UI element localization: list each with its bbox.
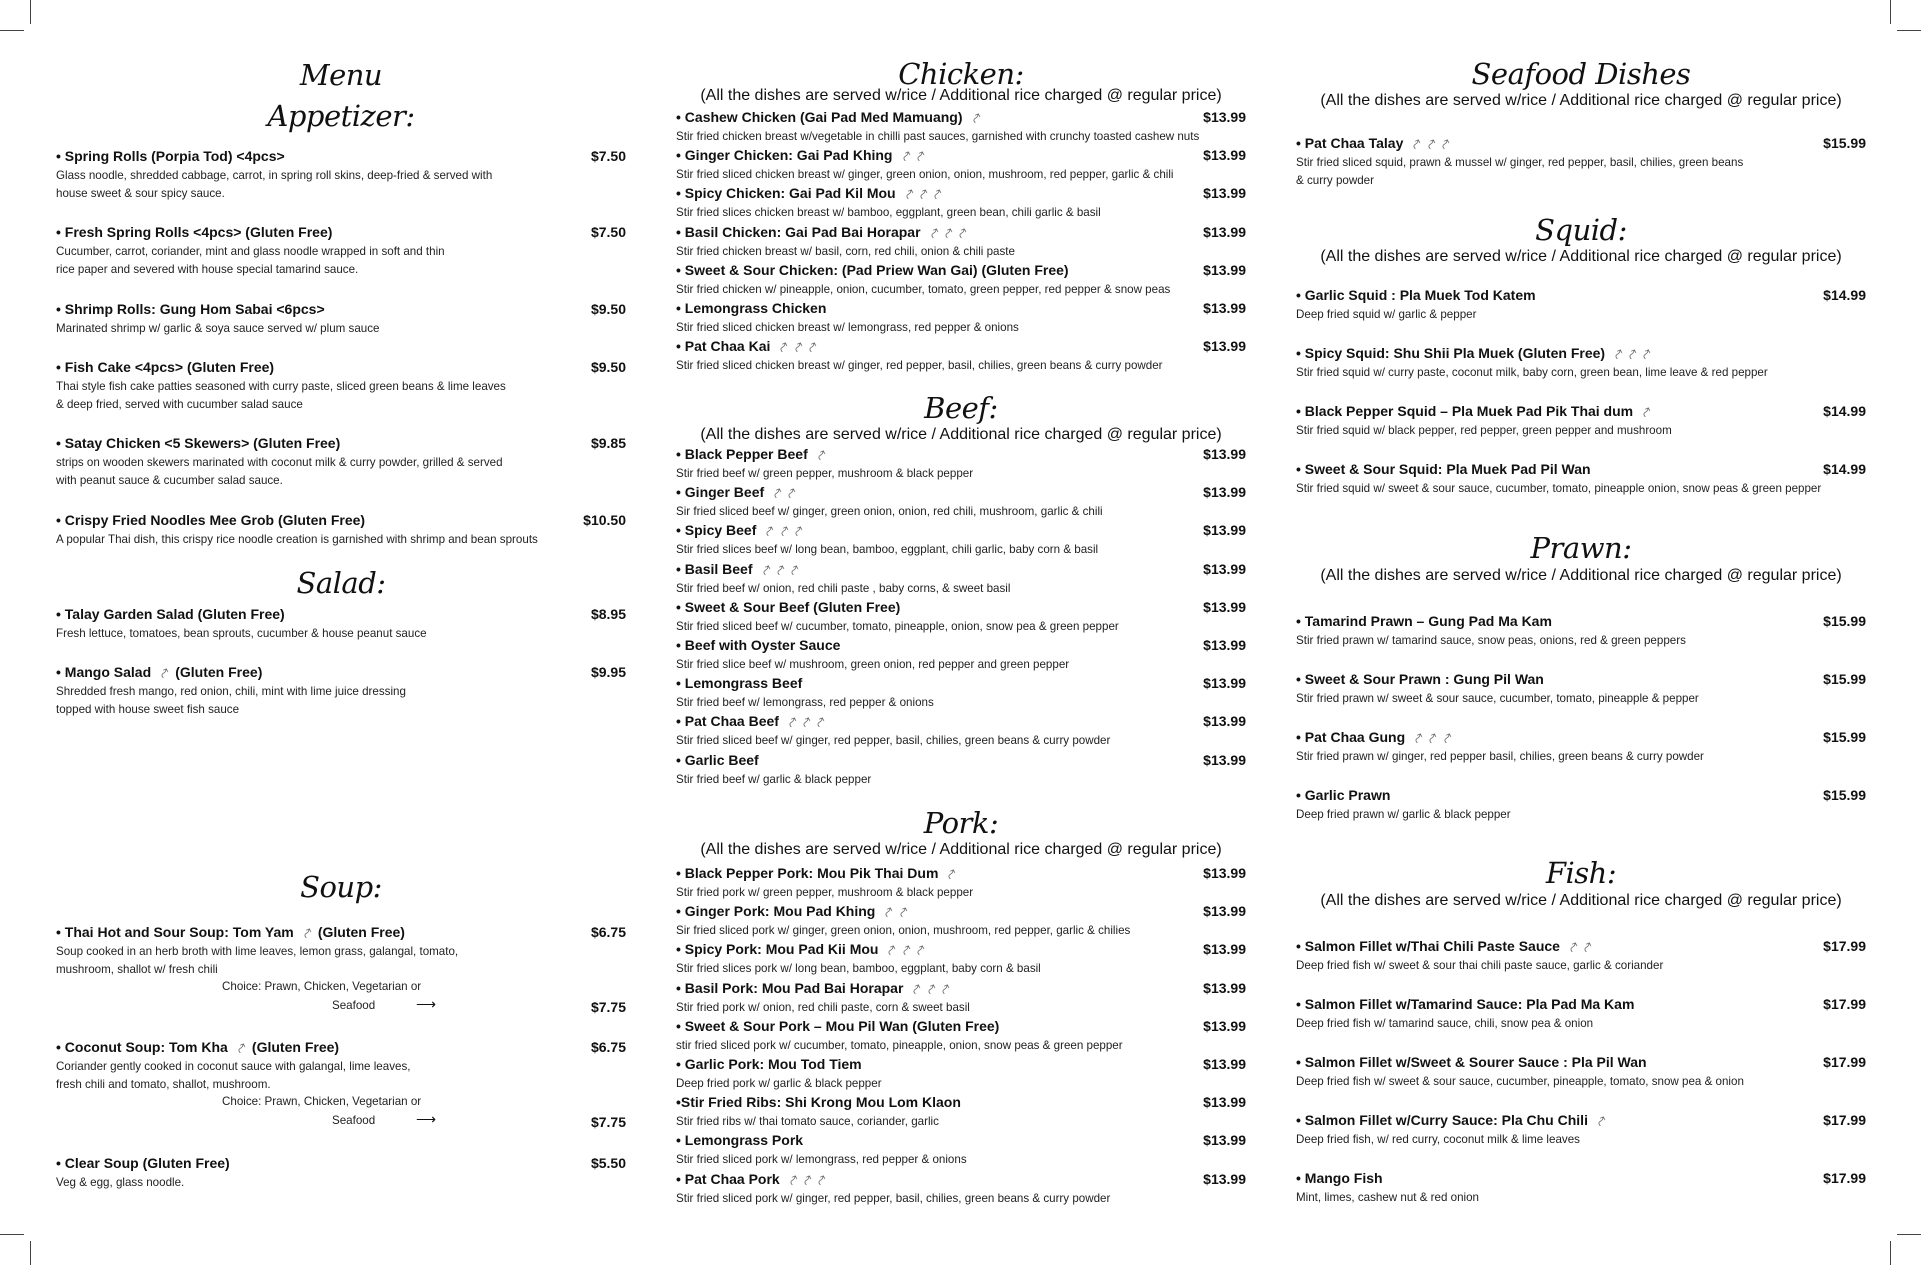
menu-item bbox=[1296, 613, 1866, 650]
item-name: • Sweet & Sour Pork – Mou Pil Wan (Gluten Free) bbox=[676, 1017, 1000, 1034]
menu-item bbox=[1296, 996, 1866, 1033]
item-description: topped with house sweet fish sauce bbox=[56, 703, 240, 716]
item-description: & curry powder bbox=[1296, 174, 1374, 187]
menu-item bbox=[676, 446, 1246, 483]
item-price: $15.99 bbox=[1823, 135, 1866, 151]
item-description: fresh chili and tomato, shallot, mushroom. bbox=[56, 1078, 271, 1091]
item-price: $14.99 bbox=[1823, 403, 1866, 419]
item-name: • Coconut Soup: Tom Kha bbox=[56, 1039, 228, 1055]
item-price: $14.99 bbox=[1823, 287, 1866, 303]
menu-item bbox=[1296, 1054, 1866, 1091]
rice-note: (All the dishes are served w/rice / Additional rice charged @ regular price) bbox=[1320, 567, 1842, 584]
item-description: Deep fried fish, w/ red curry, coconut milk & lime leaves bbox=[1296, 1133, 1580, 1146]
item-price: $13.99 bbox=[1203, 598, 1246, 615]
item-price: $13.99 bbox=[1203, 979, 1246, 996]
item-price: $13.99 bbox=[1203, 261, 1246, 278]
item-price: $13.99 bbox=[1203, 484, 1246, 501]
item-name: • Spicy Chicken: Gai Pad Kil Mou bbox=[676, 185, 896, 202]
item-description: Stir fried sliced chicken breast w/ lemongrass, red pepper & onions bbox=[676, 321, 1019, 334]
chili-pepper-icon: ⤳⤳⤳ bbox=[923, 223, 972, 241]
item-price: $13.99 bbox=[1203, 903, 1246, 920]
item-price: $13.99 bbox=[1203, 223, 1246, 240]
menu-item bbox=[676, 713, 1246, 750]
item-price: $9.50 bbox=[590, 301, 626, 317]
menu-item bbox=[676, 338, 1246, 375]
item-description: Stir fried chicken breast w/ basil, corn, red chili, onion & chili paste bbox=[676, 244, 1015, 258]
menu-item bbox=[1296, 729, 1866, 766]
section-title-squid: Squid: bbox=[1535, 213, 1627, 247]
item-description: Stir fried beef w/ onion, red chili paste , baby corns, & sweet basil bbox=[676, 581, 1011, 595]
item-name: • Sweet & Sour Prawn : Gung Pil Wan bbox=[1296, 671, 1544, 687]
section-title-soup: Soup: bbox=[300, 870, 382, 904]
item-price: $17.99 bbox=[1823, 1054, 1866, 1070]
item-description: Coriander gently cooked in coconut sauce with galangal, lime leaves, bbox=[56, 1060, 411, 1073]
item-description: Stir fried sliced chicken breast w/ ginger, red pepper, basil, chilies, green beans & curry powder bbox=[676, 359, 1163, 373]
item-name: • Basil Beef bbox=[676, 560, 753, 577]
item-description: Veg & egg, glass noodle. bbox=[56, 1176, 185, 1189]
item-name: • Fish Cake <4pcs> (Gluten Free) bbox=[56, 359, 275, 375]
item-name: • Salmon Fillet w/Curry Sauce: Pla Chu Chili bbox=[1296, 1112, 1588, 1128]
menu-item bbox=[676, 599, 1246, 636]
arrow-icon: ⟶ bbox=[416, 1111, 437, 1127]
item-description: Stir fried chicken w/ pineapple, onion, cucumber, tomato, green pepper, red pepper & snow peas bbox=[676, 282, 1171, 296]
menu-item bbox=[676, 903, 1246, 940]
item-price: $15.99 bbox=[1823, 787, 1866, 803]
item-description: house sweet & sour spicy sauce. bbox=[56, 187, 225, 200]
menu-title: Menu bbox=[299, 58, 383, 92]
chili-pepper-icon: ⤳ bbox=[154, 663, 174, 681]
item-price: $13.99 bbox=[1203, 1094, 1246, 1111]
item-price: $17.99 bbox=[1823, 938, 1866, 954]
menu-column-right bbox=[1296, 0, 1866, 1265]
item-description: Mint, limes, cashew nut & red onion bbox=[1296, 1191, 1480, 1204]
section-title-chicken: Chicken: bbox=[898, 57, 1024, 91]
chili-pepper-icon: ⤳⤳ bbox=[895, 147, 929, 164]
menu-column-left bbox=[56, 0, 626, 1265]
item-name-suffix: (Gluten Free) bbox=[313, 924, 405, 940]
item-description: Stir fried beef w/ green pepper, mushroom & black pepper bbox=[676, 467, 974, 480]
crop-mark bbox=[1890, 0, 1891, 24]
item-name: • Fresh Spring Rolls <4pcs> (Gluten Free) bbox=[56, 224, 333, 240]
menu-item bbox=[56, 148, 626, 203]
chili-pepper-icon: ⤳⤳⤳ bbox=[781, 713, 830, 731]
item-description: stir fried sliced pork w/ cucumber, tomato, pineapple, onion, snow peas & green pepper bbox=[676, 1038, 1123, 1052]
item-name: • Cashew Chicken (Gai Pad Med Mamuang) bbox=[676, 109, 963, 125]
chili-pepper-icon: ⤳ bbox=[230, 1038, 251, 1056]
item-description: Soup cooked in an herb broth with lime leaves, lemon grass, galangal, tomato, bbox=[56, 945, 459, 958]
item-price: $13.99 bbox=[1203, 147, 1246, 164]
item-price: $9.85 bbox=[590, 435, 626, 451]
item-name: • Sweet & Sour Squid: Pla Muek Pad Pil Wan bbox=[1296, 461, 1591, 477]
item-name: • Lemongrass Chicken bbox=[676, 300, 827, 316]
item-name: • Basil Chicken: Gai Pad Bai Horapar bbox=[676, 223, 921, 240]
menu-item bbox=[1296, 461, 1866, 498]
item-description: Stir fried sliced chicken breast w/ ginger, green onion, onion, mushroom, red pepper, garlic & chili bbox=[676, 168, 1174, 182]
item-description: Stir fried slices chicken breast w/ bamboo, eggplant, green bean, chili garlic & basil bbox=[676, 206, 1101, 220]
item-description: Stir fried slice beef w/ mushroom, green onion, red pepper and green pepper bbox=[676, 658, 1070, 671]
crop-mark bbox=[0, 1234, 24, 1235]
item-price-seafood: $7.75 bbox=[590, 1114, 626, 1130]
choice-seafood: Seafood bbox=[332, 1114, 376, 1127]
item-description: Shredded fresh mango, red onion, chili, mint with lime juice dressing bbox=[56, 685, 406, 698]
item-description: Stir fried pork w/ onion, red chili paste, corn & sweet basil bbox=[676, 1000, 970, 1014]
item-name: • Talay Garden Salad (Gluten Free) bbox=[56, 606, 285, 622]
item-price: $10.50 bbox=[583, 512, 626, 528]
item-name: • Pat Chaa Kai bbox=[676, 338, 771, 355]
crop-mark bbox=[0, 30, 24, 31]
menu-item bbox=[676, 1094, 1246, 1131]
item-description: Fresh lettuce, tomatoes, bean sprouts, cucumber & house peanut sauce bbox=[56, 627, 427, 640]
item-name: • Mango Salad bbox=[56, 664, 152, 680]
menu-item bbox=[56, 606, 626, 643]
item-name: • Satay Chicken <5 Skewers> (Gluten Free) bbox=[56, 435, 341, 451]
item-description: A popular Thai dish, this crispy rice noodle creation is garnished with shrimp and bean sprouts bbox=[56, 533, 538, 546]
item-price: $13.99 bbox=[1203, 300, 1246, 316]
item-price: $6.75 bbox=[590, 924, 626, 940]
item-description: Stir fried slices pork w/ long bean, bamboo, eggplant, baby corn & basil bbox=[676, 962, 1041, 976]
item-description: Deep fried pork w/ garlic & black pepper bbox=[676, 1077, 882, 1090]
item-description: with peanut sauce & cucumber salad sauce. bbox=[56, 474, 283, 487]
item-price: $13.99 bbox=[1203, 446, 1246, 462]
item-name: • Ginger Pork: Mou Pad Khing bbox=[676, 903, 876, 920]
menu-item bbox=[1296, 135, 1866, 190]
menu-item bbox=[676, 109, 1246, 146]
item-description: Stir fried sliced squid, prawn & mussel w/ ginger, red pepper, basil, chilies, green beans bbox=[1296, 156, 1744, 169]
item-price: $13.99 bbox=[1203, 751, 1246, 768]
menu-item bbox=[676, 224, 1246, 261]
item-name: • Garlic Beef bbox=[676, 751, 759, 768]
item-price: $13.99 bbox=[1203, 1170, 1246, 1187]
item-name: • Clear Soup (Gluten Free) bbox=[56, 1155, 230, 1171]
item-description: Stir fried prawn w/ ginger, red pepper basil, chilies, green beans & curry powder bbox=[1296, 750, 1704, 763]
item-price: $17.99 bbox=[1823, 996, 1866, 1012]
chili-pepper-icon: ⤳ bbox=[296, 923, 316, 941]
item-name: • Pat Chaa Talay bbox=[1296, 135, 1404, 151]
item-name: • Garlic Prawn bbox=[1296, 787, 1391, 803]
item-price: $9.50 bbox=[590, 359, 626, 375]
menu-item bbox=[1296, 287, 1866, 324]
item-price: $7.50 bbox=[590, 148, 626, 164]
menu-item bbox=[56, 664, 626, 719]
item-name: • Spring Rolls (Porpia Tod) <4pcs> bbox=[56, 148, 285, 164]
item-description: Marinated shrimp w/ garlic & soya sauce served w/ plum sauce bbox=[56, 322, 380, 335]
item-name: • Salmon Fillet w/Sweet & Sourer Sauce : Pla Pil Wan bbox=[1296, 1054, 1647, 1070]
item-description: Sir fried sliced pork w/ ginger, green onion, onion, mushroom, red pepper, garlic & chilies bbox=[676, 924, 1131, 938]
menu-item bbox=[676, 865, 1246, 902]
item-price: $13.99 bbox=[1203, 675, 1246, 692]
item-name: • Basil Pork: Mou Pad Bai Horapar bbox=[676, 979, 904, 996]
item-name: • Spicy Squid: Shu Shii Pla Muek (Gluten Free) bbox=[1296, 345, 1606, 361]
item-description: Thai style fish cake patties seasoned with curry paste, sliced green beans & lime leaves bbox=[56, 380, 506, 393]
menu-item bbox=[676, 980, 1246, 1017]
item-description: Stir fried prawn w/ sweet & sour sauce, cucumber, tomato, pineapple & pepper bbox=[1296, 692, 1699, 705]
item-description: Stir fried prawn w/ tamarind sauce, snow peas, onions, red & green peppers bbox=[1296, 634, 1686, 647]
item-name: • Crispy Fried Noodles Mee Grob (Gluten Free) bbox=[56, 512, 366, 528]
menu-item bbox=[676, 1018, 1246, 1055]
menu-item bbox=[676, 1171, 1246, 1208]
item-name: • Beef with Oyster Sauce bbox=[676, 637, 841, 653]
item-name: • Pat Chaa Gung bbox=[1296, 729, 1406, 745]
crop-mark bbox=[1897, 30, 1921, 31]
choice-seafood: Seafood bbox=[332, 999, 376, 1012]
item-description: Stir fried squid w/ black pepper, red pepper, green pepper and mushroom bbox=[1296, 424, 1672, 437]
section-title-salad: Salad: bbox=[296, 566, 386, 600]
item-price: $13.99 bbox=[1203, 109, 1246, 125]
item-price: $5.50 bbox=[590, 1155, 626, 1171]
chili-pepper-icon: ⤳ bbox=[1590, 1111, 1611, 1129]
rice-note: (All the dishes are served w/rice / Additional rice charged @ regular price) bbox=[700, 87, 1222, 104]
item-name: • Pat Chaa Beef bbox=[676, 713, 779, 730]
menu-item bbox=[676, 561, 1246, 598]
item-price: $13.99 bbox=[1203, 637, 1246, 653]
menu-item bbox=[676, 262, 1246, 299]
item-price: $13.99 bbox=[1203, 338, 1246, 355]
item-name: • Thai Hot and Sour Soup: Tom Yam bbox=[56, 924, 294, 940]
item-description: Stir fried sliced beef w/ ginger, red pepper, basil, chilies, green beans & curry powder bbox=[676, 734, 1111, 748]
crop-mark bbox=[1890, 1241, 1891, 1265]
item-name: • Garlic Squid : Pla Muek Tod Katem bbox=[1296, 287, 1536, 303]
menu-item bbox=[676, 637, 1246, 674]
item-description: Stir fried sliced beef w/ cucumber, tomato, pineapple, onion, snow pea & green pepper bbox=[676, 619, 1119, 633]
rice-note: (All the dishes are served w/rice / Additional rice charged @ regular price) bbox=[1320, 892, 1842, 909]
choice-options: Choice: Prawn, Chicken, Vegetarian or bbox=[222, 980, 422, 993]
chili-pepper-icon: ⤳⤳⤳ bbox=[782, 1170, 831, 1188]
menu-item bbox=[56, 512, 626, 549]
section-title-prawn: Prawn: bbox=[1530, 531, 1632, 565]
section-title-beef: Beef: bbox=[924, 391, 998, 425]
item-description: & deep fried, served with cucumber salad sauce bbox=[56, 398, 303, 411]
item-price: $13.99 bbox=[1203, 941, 1246, 958]
item-name: • Lemongrass Beef bbox=[676, 675, 803, 692]
item-description: Stir fried pork w/ green pepper, mushroom & black pepper bbox=[676, 886, 974, 899]
rice-note: (All the dishes are served w/rice / Additional rice charged @ regular price) bbox=[700, 426, 1222, 443]
menu-item bbox=[1296, 403, 1866, 440]
chili-pepper-icon: ⤳⤳⤳ bbox=[906, 979, 955, 997]
item-description: Stir fried squid w/ sweet & sour sauce, cucumber, tomato, pineapple onion, snow peas & green pepper bbox=[1296, 482, 1822, 495]
rice-note: (All the dishes are served w/rice / Additional rice charged @ regular price) bbox=[1320, 248, 1842, 265]
item-name: •Stir Fried Ribs: Shi Krong Mou Lom Klaon bbox=[676, 1094, 961, 1111]
menu-item bbox=[1296, 671, 1866, 708]
arrow-icon: ⟶ bbox=[416, 996, 437, 1012]
menu-item bbox=[676, 1132, 1246, 1169]
crop-mark bbox=[1897, 1234, 1921, 1235]
item-description: Stir fried beef w/ lemongrass, red pepper & onions bbox=[676, 696, 934, 710]
menu-item bbox=[676, 675, 1246, 712]
chili-pepper-icon: ⤳⤳ bbox=[767, 484, 801, 501]
item-name: • Shrimp Rolls: Gung Hom Sabai <6pcs> bbox=[56, 301, 325, 317]
item-description: Stir fried squid w/ curry paste, coconut milk, baby corn, green bean, lime leave & red pepper bbox=[1296, 366, 1768, 379]
menu-item bbox=[676, 484, 1246, 521]
item-description: Deep fried fish w/ tamarind sauce, chili, snow pea & onion bbox=[1296, 1017, 1594, 1030]
menu-item bbox=[676, 752, 1246, 789]
rice-note: (All the dishes are served w/rice / Additional rice charged @ regular price) bbox=[700, 841, 1222, 858]
item-name: • Black Pepper Beef bbox=[676, 446, 808, 462]
menu-column-middle bbox=[676, 0, 1246, 1265]
item-price: $17.99 bbox=[1823, 1170, 1866, 1186]
item-name: • Sweet & Sour Chicken: (Pad Priew Wan Gai) (Gluten Free) bbox=[676, 261, 1069, 278]
chili-pepper-icon: ⤳⤳⤳ bbox=[1406, 134, 1455, 152]
item-description: Stir fried sliced pork w/ lemongrass, red pepper & onions bbox=[676, 1153, 967, 1167]
item-name: • Spicy Pork: Mou Pad Kii Mou bbox=[676, 941, 879, 958]
menu-item bbox=[56, 301, 626, 338]
chili-pepper-icon: ⤳⤳⤳ bbox=[773, 338, 822, 355]
item-description: Deep fried prawn w/ garlic & black pepper bbox=[1296, 808, 1511, 821]
choice-options: Choice: Prawn, Chicken, Vegetarian or bbox=[222, 1095, 422, 1108]
item-name: • Spicy Beef bbox=[676, 522, 757, 539]
item-price: $13.99 bbox=[1203, 1017, 1246, 1034]
item-name: • Ginger Chicken: Gai Pad Khing bbox=[676, 147, 893, 164]
item-price: $13.99 bbox=[1203, 713, 1246, 730]
chili-pepper-icon: ⤳⤳⤳ bbox=[1608, 344, 1656, 362]
menu-item bbox=[56, 435, 626, 490]
item-name: • Tamarind Prawn – Gung Pad Ma Kam bbox=[1296, 613, 1552, 629]
crop-mark bbox=[30, 0, 31, 24]
menu-item bbox=[1296, 787, 1866, 824]
item-price: $14.99 bbox=[1823, 461, 1866, 477]
chili-pepper-icon: ⤳ bbox=[965, 108, 985, 126]
section-title-fish: Fish: bbox=[1545, 856, 1617, 890]
item-name-suffix: (Gluten Free) bbox=[248, 1039, 340, 1055]
item-price: $9.95 bbox=[590, 664, 626, 680]
item-description: Deep fried squid w/ garlic & pepper bbox=[1296, 308, 1477, 321]
menu-item bbox=[56, 923, 626, 1015]
item-price: $6.75 bbox=[590, 1039, 626, 1055]
chili-pepper-icon: ⤳ bbox=[941, 864, 961, 882]
menu-item bbox=[56, 359, 626, 414]
chili-pepper-icon: ⤳⤳⤳ bbox=[1408, 728, 1456, 746]
item-price: $7.50 bbox=[590, 224, 626, 240]
item-description: strips on wooden skewers marinated with coconut milk & curry powder, grilled & served bbox=[56, 456, 503, 469]
menu-item bbox=[1296, 1170, 1866, 1207]
chili-pepper-icon: ⤳⤳⤳ bbox=[881, 941, 930, 959]
item-description: Stir fried beef w/ garlic & black pepper bbox=[676, 772, 872, 786]
item-name: • Garlic Pork: Mou Tod Tiem bbox=[676, 1056, 862, 1072]
item-price: $13.99 bbox=[1203, 185, 1246, 202]
item-description: Deep fried fish w/ sweet & sour sauce, cucumber, pineapple, tomato, snow pea & onion bbox=[1296, 1075, 1744, 1088]
menu-item bbox=[676, 300, 1246, 337]
item-name: • Salmon Fillet w/Tamarind Sauce: Pla Pad Ma Kam bbox=[1296, 996, 1635, 1012]
item-description: Cucumber, carrot, coriander, mint and glass noodle wrapped in soft and thin bbox=[56, 245, 445, 258]
menu-item bbox=[1296, 345, 1866, 382]
chili-pepper-icon: ⤳ bbox=[810, 445, 830, 463]
item-price: $15.99 bbox=[1823, 671, 1866, 687]
menu-item bbox=[676, 1056, 1246, 1093]
item-name: • Black Pepper Pork: Mou Pik Thai Dum bbox=[676, 865, 939, 881]
item-description: Deep fried fish w/ sweet & sour thai chili paste sauce, garlic & coriander bbox=[1296, 959, 1664, 972]
chili-pepper-icon: ⤳⤳⤳ bbox=[898, 185, 947, 203]
menu-item bbox=[676, 941, 1246, 978]
chili-pepper-icon: ⤳⤳⤳ bbox=[759, 522, 808, 540]
item-description: Stir fried sliced pork w/ ginger, red pepper, basil, chilies, green beans & curry powder bbox=[676, 1191, 1111, 1205]
item-description: rice paper and severed with house special tamarind sauce. bbox=[56, 263, 359, 276]
item-price: $13.99 bbox=[1203, 560, 1246, 577]
menu-item bbox=[1296, 1112, 1866, 1149]
item-price: $13.99 bbox=[1203, 522, 1246, 539]
section-title-pork: Pork: bbox=[923, 806, 999, 840]
item-price: $8.95 bbox=[590, 606, 626, 622]
item-price: $13.99 bbox=[1203, 1056, 1246, 1072]
menu-item bbox=[1296, 938, 1866, 975]
item-description: Stir fried chicken breast w/vegetable in chilli past sauces, garnished with crunchy toasted cashew nuts bbox=[676, 130, 1200, 143]
item-description: Sir fried sliced beef w/ ginger, green onion, onion, red chili, mushroom, garlic & chili bbox=[676, 505, 1103, 519]
item-description: mushroom, shallot w/ fresh chili bbox=[56, 963, 218, 976]
item-name: • Salmon Fillet w/Thai Chili Paste Sauce bbox=[1296, 938, 1560, 954]
menu-item bbox=[676, 185, 1246, 222]
item-description: Glass noodle, shredded cabbage, carrot, in spring roll skins, deep-fried & served with bbox=[56, 169, 493, 182]
item-description: Stir fried ribs w/ thai tomato sauce, coriander, garlic bbox=[676, 1115, 939, 1129]
item-price-seafood: $7.75 bbox=[590, 999, 626, 1015]
chili-pepper-icon: ⤳⤳⤳ bbox=[755, 560, 804, 578]
item-description: Stir fried slices beef w/ long bean, bamboo, eggplant, chili garlic, baby corn & basil bbox=[676, 543, 1099, 557]
section-title-seafood: Seafood Dishes bbox=[1471, 57, 1691, 91]
menu-item bbox=[56, 224, 626, 279]
item-price: $17.99 bbox=[1823, 1112, 1866, 1128]
chili-pepper-icon: ⤳⤳ bbox=[878, 903, 912, 920]
item-price: $13.99 bbox=[1203, 865, 1246, 881]
item-name: • Mango Fish bbox=[1296, 1170, 1383, 1186]
crop-mark bbox=[30, 1241, 31, 1265]
menu-item bbox=[676, 522, 1246, 559]
item-name: • Lemongrass Pork bbox=[676, 1132, 804, 1149]
item-name: • Ginger Beef bbox=[676, 484, 765, 501]
item-name: • Sweet & Sour Beef (Gluten Free) bbox=[676, 598, 901, 615]
item-name: • Pat Chaa Pork bbox=[676, 1170, 780, 1187]
rice-note: (All the dishes are served w/rice / Additional rice charged @ regular price) bbox=[1320, 92, 1842, 109]
menu-item bbox=[676, 147, 1246, 184]
menu-item bbox=[56, 1155, 626, 1192]
item-name: • Black Pepper Squid – Pla Muek Pad Pik Thai dum bbox=[1296, 403, 1634, 419]
menu-item bbox=[56, 1038, 626, 1130]
chili-pepper-icon: ⤳⤳ bbox=[1563, 937, 1597, 955]
item-name-suffix: (Gluten Free) bbox=[171, 664, 263, 680]
chili-pepper-icon: ⤳ bbox=[1636, 402, 1656, 420]
item-price: $15.99 bbox=[1823, 613, 1866, 629]
section-title-appetizer: Appetizer: bbox=[267, 99, 415, 133]
item-price: $15.99 bbox=[1823, 729, 1866, 745]
item-price: $13.99 bbox=[1203, 1132, 1246, 1149]
